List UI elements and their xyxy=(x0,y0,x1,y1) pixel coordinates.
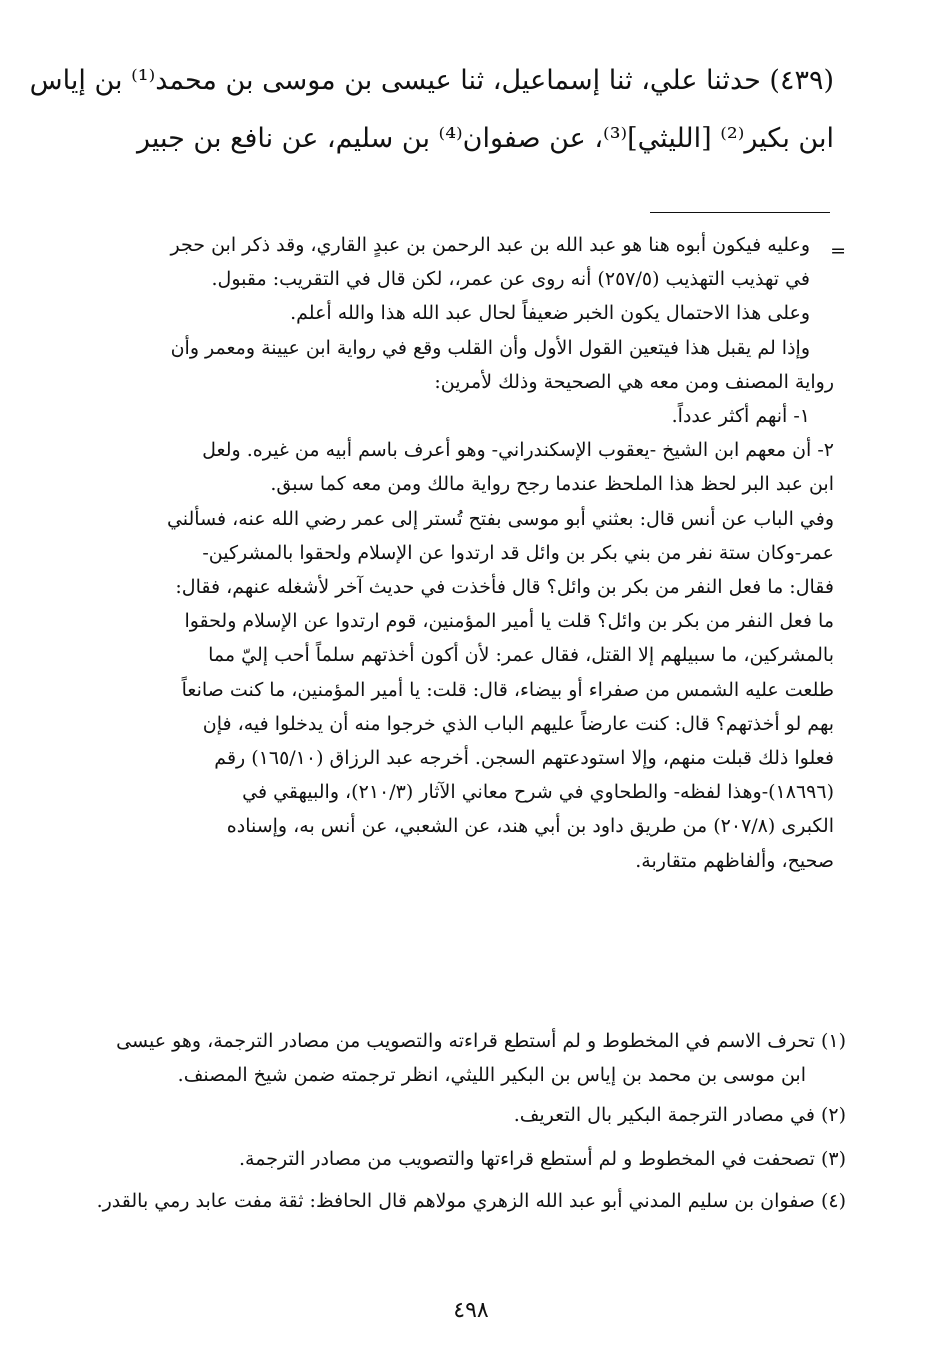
hadith-line: ابن بكير⁽²⁾ [الليثي]⁽³⁾، عن صفوان⁽⁴⁾ بن سليم، عن نافع بن جبير xyxy=(136,123,834,154)
footnote-1 xyxy=(96,1024,846,1092)
note-line: في تهذيب التهذيب (٢٥٧/٥) أنه روى عن عمر،، لكن قال في التقريب: مقبول. xyxy=(211,268,810,291)
page-number: ٤٩٨ xyxy=(453,1298,489,1323)
hadith-line: (٤٣٩) حدثنا علي، ثنا إسماعيل، ثنا عيسى بن موسى بن محمد⁽¹⁾ بن إياس xyxy=(29,65,834,96)
note-line: فعلوا ذلك قبلت منهم، وإلا استودعتهم السجن. أخرجه عبد الرزاق (١٦٥/١٠) رقم xyxy=(214,747,834,770)
footnote-row xyxy=(96,1098,846,1132)
note-line: صحيح، وألفاظهم متقاربة. xyxy=(635,849,834,872)
footnote-row xyxy=(96,1184,846,1218)
footnote-3 xyxy=(96,1142,846,1176)
footnote-number: (٤) xyxy=(820,1190,846,1212)
note-line: فقال: ما فعل النفر من بكر بن وائل؟ قال فأخذت في حديث آخر لأشغله عنهم، فقال: xyxy=(175,576,834,599)
footnote-text: تصحفت في المخطوط و لم أستطع قراءتها والتصويب من مصادر الترجمة. xyxy=(239,1148,815,1170)
footnote-number: (٣) xyxy=(820,1148,846,1170)
note-line: ٢- أن معهم ابن الشيخ -يعقوب الإسكندراني- وهو أعرف باسم أبيه من غيره. ولعل xyxy=(202,439,834,462)
continued-note xyxy=(96,228,834,878)
footnote-4 xyxy=(96,1184,846,1218)
footnote-text: صفوان بن سليم المدني أبو عبد الله الزهري مولاهم قال الحافظ: ثقة مفت عابد رمي بالقدر. xyxy=(96,1190,815,1212)
note-line: بهم لو أخذتهم؟ قال: كنت عارضاً عليهم الباب الذي خرجوا منه أن يدخلوا فيه، فإن xyxy=(202,712,834,735)
footnote-number: (٢) xyxy=(820,1104,846,1126)
footnote-2 xyxy=(96,1098,846,1132)
note-line: ما فعل النفر من بكر بن وائل؟ قلت يا أمير المؤمنين، قوم ارتدوا عن الإسلام ولحقوا xyxy=(184,610,834,633)
note-line: وإذا لم يقبل هذا فيتعين القول الأول وأن القلب وقع في رواية ابن عيينة ومعمر وأن xyxy=(170,336,810,359)
note-line: رواية المصنف ومن معه هي الصحيحة وذلك لأمرين: xyxy=(434,370,834,393)
note-line: وفي الباب عن أنس قال: بعثني أبو موسى بفتح تُستر إلى عمر رضي الله عنه، فسألني xyxy=(166,507,834,530)
note-line: عمر-وكان ستة نفر من بني بكر بن وائل قد ارتدوا عن الإسلام ولحقوا بالمشركين- xyxy=(202,541,834,564)
footnote-row xyxy=(96,1024,846,1058)
note-line: (١٨٦٩٦)-وهذا لفظه- والطحاوي في شرح معاني الآثار (٢١٠/٣)، والبيهقي في xyxy=(242,781,834,804)
note-line: طلعت عليه الشمس من صفراء أو بيضاء، قال: قلت: يا أمير المؤمنين، ما كنت صانعاً xyxy=(181,678,834,701)
footnote-row xyxy=(96,1142,846,1176)
note-line: وعلى هذا الاحتمال يكون الخبر ضعيفاً لحال عبد الله هذا والله أعلم. xyxy=(290,302,810,325)
note-line: بالمشركين، ما سبيلهم إلا القتل، فقال عمر: لأن أكون أخذتهم سلماً أحب إليّ مما xyxy=(208,644,834,667)
footnote-text: تحرف الاسم في المخطوط و لم أستطع قراءته والتصويب من مصادر الترجمة، وهو عيسى xyxy=(116,1030,815,1052)
note-line: ١- أنهم أكثر عدداً. xyxy=(671,405,810,428)
note-line: الكبرى (٢٠٧/٨) من طريق داود بن أبي هند، عن الشعبي، عن أنس به، وإسناده xyxy=(226,815,834,838)
footnote-text: في مصادر الترجمة البكير بال التعريف. xyxy=(513,1104,815,1126)
hadith-text xyxy=(29,52,834,168)
note-line: وعليه فيكون أبوه هنا هو عبد الله بن عبد الرحمن بن عبدٍ القاري، وقد ذكر ابن حجر xyxy=(170,234,810,256)
footnote-divider xyxy=(650,212,830,213)
footnote-text: ابن موسى بن محمد بن إياس بن البكير الليثي، انظر ترجمته ضمن شيخ المصنف. xyxy=(177,1064,806,1086)
footnote-number: (١) xyxy=(820,1030,846,1052)
note-line: ابن عبد البر لحظ هذا الملحظ عندما رجح رواية مالك ومن معه كما سبق. xyxy=(270,473,834,496)
continuation-marker: = xyxy=(830,240,846,262)
